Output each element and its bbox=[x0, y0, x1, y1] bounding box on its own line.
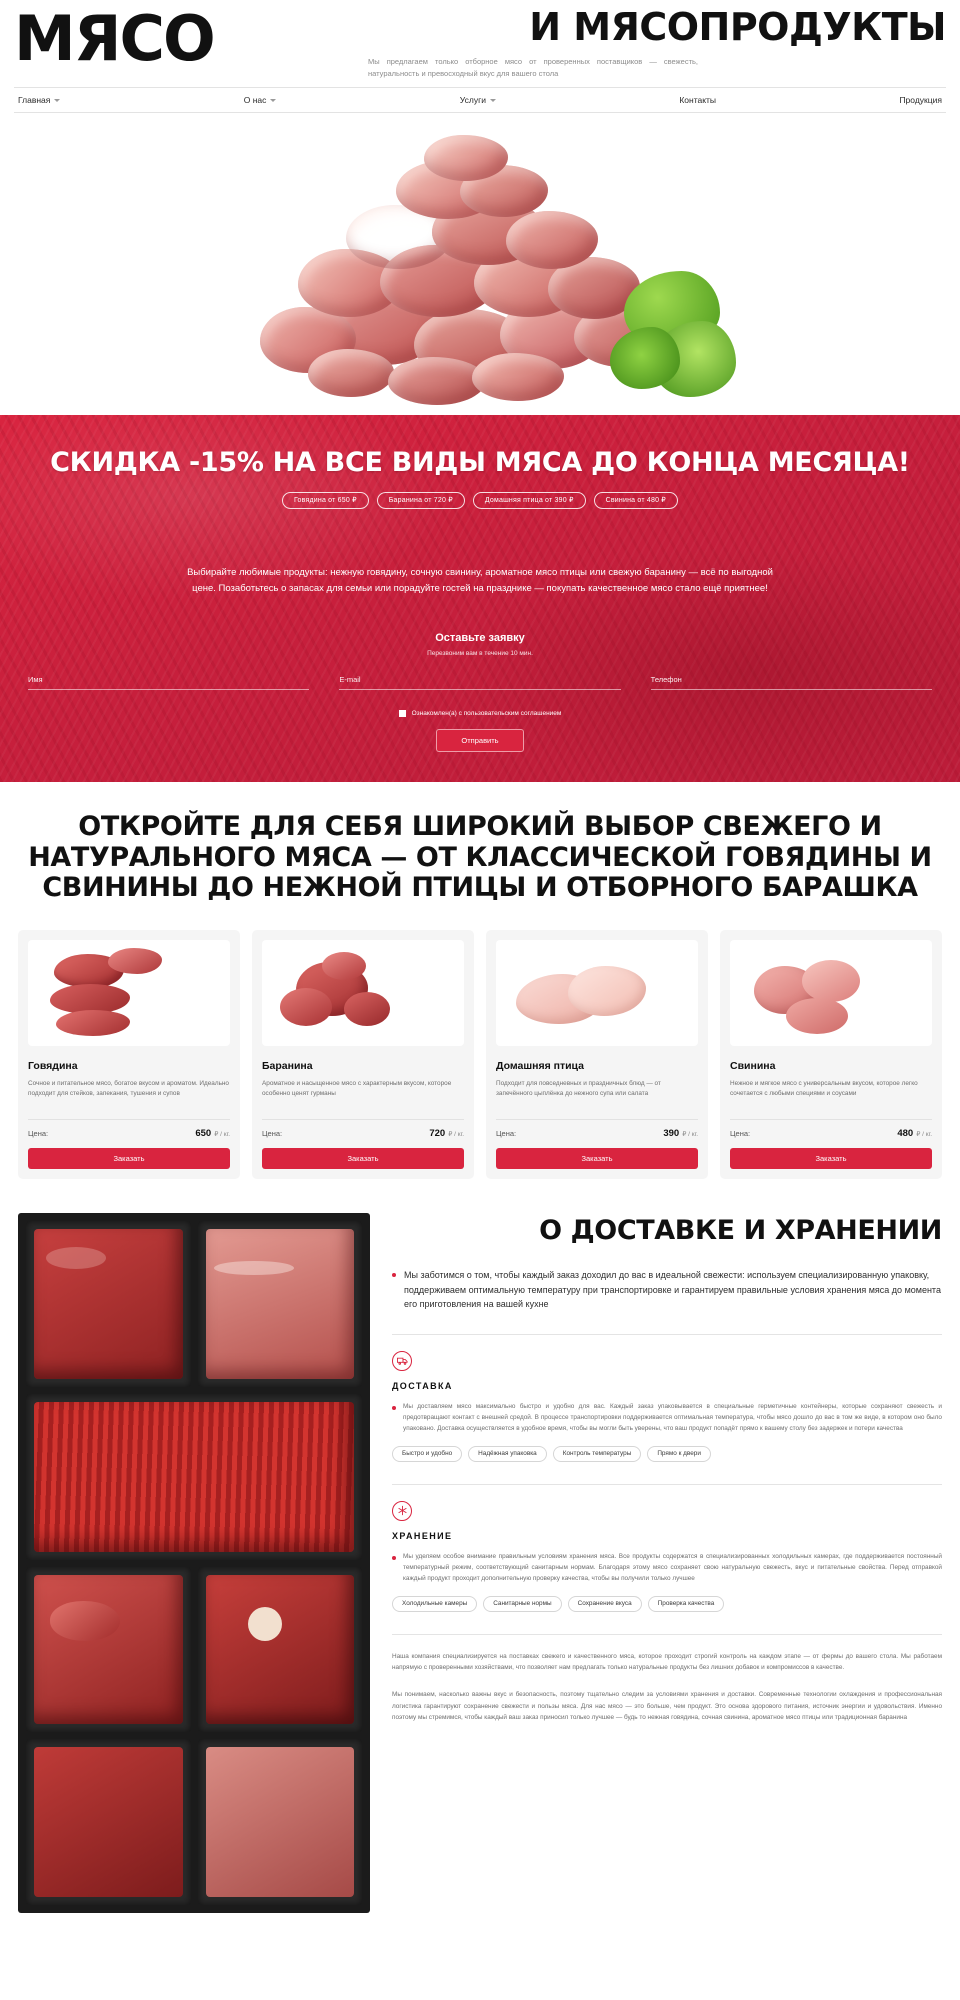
nav-item-home[interactable] bbox=[18, 95, 60, 105]
price-number: 480 bbox=[897, 1128, 914, 1140]
product-price-row bbox=[28, 1119, 230, 1139]
nav-item-label: О нас bbox=[243, 95, 267, 106]
divider bbox=[392, 1634, 942, 1635]
order-button[interactable]: Заказать bbox=[730, 1148, 932, 1169]
price-unit: ₽ / кг. bbox=[448, 1131, 464, 1139]
phone-field[interactable] bbox=[651, 675, 932, 690]
tray-bone-in-shank bbox=[198, 1567, 363, 1733]
product-card-beef bbox=[18, 930, 240, 1179]
product-description: Сочное и питательное мясо, богатое вкусом и ароматом. Идеально подходит для стейков, запекания, тушения и супов bbox=[28, 1080, 229, 1098]
product-card-poultry bbox=[486, 930, 708, 1179]
bullet-dot-icon bbox=[392, 1406, 396, 1410]
product-description: Подходит для повседневных и праздничных блюд — от запечённого цыплёнка до нежного супа или салата bbox=[496, 1080, 661, 1098]
price-number: 390 bbox=[663, 1128, 680, 1140]
tray-steak-cut bbox=[26, 1567, 191, 1733]
price-unit: ₽ / кг. bbox=[214, 1131, 230, 1139]
tray-extra-left bbox=[26, 1739, 191, 1905]
storage-block-text: Мы уделяем особое внимание правильным условиям хранения мяса. Все продукты содержатся в специализированных холодильных камерах, где поддерживается постоянный температурный режим, соответствующий санитарным нормам. Благодаря этому мясо сохраняет свою натуральную свежесть, вкус и питательные свойства. Перед отправкой каждый продукт проходит дополнительную проверку качества, чтобы вы получили только лучшее bbox=[403, 1552, 942, 1582]
nav-item-services[interactable] bbox=[460, 95, 496, 105]
product-description: Нежное и мягкое мясо с универсальным вкусом, которое легко сочетается с любыми специями и соусами bbox=[730, 1080, 918, 1098]
order-button[interactable]: Заказать bbox=[28, 1148, 230, 1169]
delivery-intro bbox=[392, 1268, 942, 1312]
chevron-down-icon bbox=[270, 99, 276, 102]
price-label: Цена: bbox=[28, 1129, 49, 1139]
delivery-tag-row bbox=[392, 1446, 942, 1462]
meat-pile-illustration bbox=[200, 121, 760, 401]
name-field[interactable] bbox=[28, 675, 309, 690]
product-description: Ароматное и насыщенное мясо с характерным вкусом, которое особенно ценят гурманы bbox=[262, 1080, 452, 1098]
tray-steaks bbox=[26, 1221, 191, 1387]
product-image-poultry bbox=[496, 940, 698, 1046]
agreement-checkbox[interactable] bbox=[399, 710, 406, 717]
hero-image bbox=[0, 113, 960, 415]
product-image-pork bbox=[730, 940, 932, 1046]
site-logo: МЯСО bbox=[14, 2, 214, 75]
header-subtitle: Мы предлагаем только отборное мясо от проверенных поставщиков — свежесть, натуральность и превосходный вкус для вашего стола bbox=[368, 57, 698, 78]
agreement-row[interactable] bbox=[14, 710, 946, 717]
price-unit: ₽ / кг. bbox=[682, 1131, 698, 1139]
delivery-block-text: Мы доставляем мясо максимально быстро и удобно для вас. Каждый заказ упаковывается в специальные герметичные контейнеры, которые сохраняют свежесть и предотвращают контакт с внешней средой. В процессе транспортировки поддерживается оптимальная температура, чтобы мясо дошло до вас в том же виде, в котором оно было упаковано. Доставка осуществляется в удобное время, чтобы вы могли быть уверены, что ваш продукт попадёт прямо к вашему столу без задержек и потери качества bbox=[403, 1402, 942, 1432]
order-button[interactable]: Заказать bbox=[262, 1148, 464, 1169]
price-value bbox=[195, 1128, 230, 1139]
price-pill-lamb: Баранина от 720 ₽ bbox=[377, 492, 465, 509]
promo-price-pills bbox=[14, 492, 946, 509]
price-value bbox=[663, 1128, 698, 1139]
header-right bbox=[224, 6, 946, 79]
product-image-beef bbox=[28, 940, 230, 1046]
tray-extra-right bbox=[198, 1739, 363, 1905]
agreement-label: Ознакомлен(а) с пользовательским соглашением bbox=[411, 709, 562, 717]
tag-cold-chambers: Холодильные камеры bbox=[392, 1596, 477, 1612]
product-card-lamb bbox=[252, 930, 474, 1179]
price-value bbox=[429, 1128, 464, 1139]
nav-item-label: Главная bbox=[18, 95, 51, 106]
nav-item-about[interactable] bbox=[244, 95, 277, 105]
price-label: Цена: bbox=[730, 1129, 751, 1139]
tag-to-door: Прямо к двери bbox=[647, 1446, 711, 1462]
delivery-title: О ДОСТАВКЕ И ХРАНЕНИИ bbox=[539, 1215, 942, 1247]
bullet-dot-icon bbox=[392, 1273, 396, 1277]
product-image-lamb bbox=[262, 940, 464, 1046]
product-price-row bbox=[496, 1119, 698, 1139]
storage-block-body bbox=[392, 1551, 942, 1584]
price-pill-pork: Свинина от 480 ₽ bbox=[594, 492, 678, 509]
chevron-down-icon bbox=[54, 99, 60, 102]
product-title: Баранина bbox=[262, 1060, 313, 1073]
delivery-intro-text: Мы заботимся о том, чтобы каждый заказ доходил до вас в идеальной свежести: используем специализированную упаковку, поддерживаем оптимальную температуру при транспортировке и гарантируем правильные условия хранения мяса до момента его приготовления на вашей кухне bbox=[404, 1270, 941, 1310]
form-title: Оставьте заявку bbox=[435, 631, 525, 644]
nav-item-label: Продукция bbox=[899, 95, 942, 106]
order-button[interactable]: Заказать bbox=[496, 1148, 698, 1169]
price-unit: ₽ / кг. bbox=[916, 1131, 932, 1139]
delivery-block-body bbox=[392, 1401, 942, 1434]
submit-row bbox=[14, 729, 946, 752]
tray-ground-beef bbox=[26, 1394, 362, 1560]
delivery-content bbox=[392, 1213, 942, 1913]
nav-item-label: Услуги bbox=[459, 95, 486, 106]
promo-banner bbox=[0, 415, 960, 782]
product-price-row bbox=[730, 1119, 932, 1139]
promo-description: Выбирайте любимые продукты: нежную говядину, сочную свинину, ароматное мясо птицы или свежую баранину — всё по выгодной цене. Позаботьтесь о запасах для семьи или порадуйте гостей на празднике — покупать качественное мясо стало ещё приятнее! bbox=[187, 566, 773, 595]
product-card-list bbox=[0, 904, 960, 1179]
product-title: Домашняя птица bbox=[496, 1060, 584, 1073]
tag-sanitary: Санитарные нормы bbox=[483, 1596, 561, 1612]
snowflake-storage-icon bbox=[392, 1501, 412, 1521]
tag-temperature: Контроль температуры bbox=[553, 1446, 642, 1462]
product-card-pork bbox=[720, 930, 942, 1179]
price-label: Цена: bbox=[496, 1129, 517, 1139]
company-paragraph-1: Наша компания специализируется на поставках свежего и качественного мяса, которое проходит строгий контроль на каждом этапе — от фермы до вашего стола. Мы работаем напрямую с проверенными хозяйствами, что позволяет нам предлагать только натуральные продукты без лишних добавок и компромиссов в качестве. bbox=[392, 1652, 942, 1672]
email-field[interactable] bbox=[339, 675, 620, 690]
tag-quality-check: Проверка качества bbox=[648, 1596, 725, 1612]
main-navigation bbox=[14, 87, 946, 113]
price-number: 720 bbox=[429, 1128, 446, 1140]
product-price-row bbox=[262, 1119, 464, 1139]
page-title: И МЯСОПРОДУКТЫ bbox=[529, 5, 946, 49]
site-header bbox=[0, 0, 960, 79]
product-title: Говядина bbox=[28, 1060, 78, 1073]
submit-button[interactable]: Отправить bbox=[436, 729, 523, 752]
price-pill-poultry: Домашняя птица от 390 ₽ bbox=[473, 492, 586, 509]
storage-tag-row bbox=[392, 1596, 942, 1612]
price-pill-beef: Говядина от 650 ₽ bbox=[282, 492, 369, 509]
tray-pork-slices bbox=[198, 1221, 363, 1387]
request-form bbox=[14, 675, 946, 690]
tag-fast: Быстро и удобно bbox=[392, 1446, 462, 1462]
company-paragraph-2: Мы понимаем, насколько важны вкус и безопасность, поэтому тщательно следим за условиями хранения и доставки. Современные технологии охлаждения и профессиональная логистика гарантируют сохранение свежести и пользы мяса. Для нас мясо — это больше, чем продукт. Это основа здорового питания, источник энергии и удовольствия. Именно поэтому мы стремимся, чтобы каждый ваш заказ приносил только лучшее — будь то нежная говядина, сочная свинина, ароматное мясо птицы или традиционная баранина bbox=[392, 1691, 942, 1721]
price-number: 650 bbox=[195, 1128, 212, 1140]
tag-taste: Сохранение вкуса bbox=[568, 1596, 642, 1612]
price-value bbox=[897, 1128, 932, 1139]
meat-tray-photo bbox=[18, 1213, 370, 1913]
price-label: Цена: bbox=[262, 1129, 283, 1139]
bullet-dot-icon bbox=[392, 1556, 396, 1560]
nav-item-label: Контакты bbox=[679, 95, 717, 106]
phone-field-label: Телефон bbox=[650, 674, 682, 684]
name-field-label: Имя bbox=[28, 674, 43, 684]
products-section-heading: ОТКРОЙТЕ ДЛЯ СЕБЯ ШИРОКИЙ ВЫБОР СВЕЖЕГО И НАТУРАЛЬНОГО МЯСА — ОТ КЛАССИЧЕСКОЙ ГОВЯДИНЫ И СВИНИНЫ ДО НЕЖНОЙ ПТИЦЫ И ОТБОРНОГО БАРАШКА bbox=[28, 810, 932, 904]
nav-item-contacts[interactable] bbox=[679, 95, 716, 105]
tag-packaging: Надёжная упаковка bbox=[468, 1446, 547, 1462]
delivery-truck-icon bbox=[392, 1351, 412, 1371]
divider bbox=[392, 1484, 942, 1485]
nav-item-products[interactable] bbox=[899, 95, 942, 105]
divider bbox=[392, 1334, 942, 1335]
delivery-section bbox=[0, 1179, 960, 1913]
delivery-block-title: ДОСТАВКА bbox=[392, 1380, 453, 1391]
storage-block-title: ХРАНЕНИЕ bbox=[392, 1530, 453, 1541]
product-title: Свинина bbox=[730, 1060, 776, 1073]
email-field-label: E-mail bbox=[339, 674, 361, 684]
chevron-down-icon bbox=[490, 99, 496, 102]
form-subtitle: Перезвоним вам в течение 10 мин. bbox=[427, 649, 533, 657]
promo-title: СКИДКА -15% НА ВСЕ ВИДЫ МЯСА ДО КОНЦА МЕСЯЦА! bbox=[50, 447, 910, 479]
